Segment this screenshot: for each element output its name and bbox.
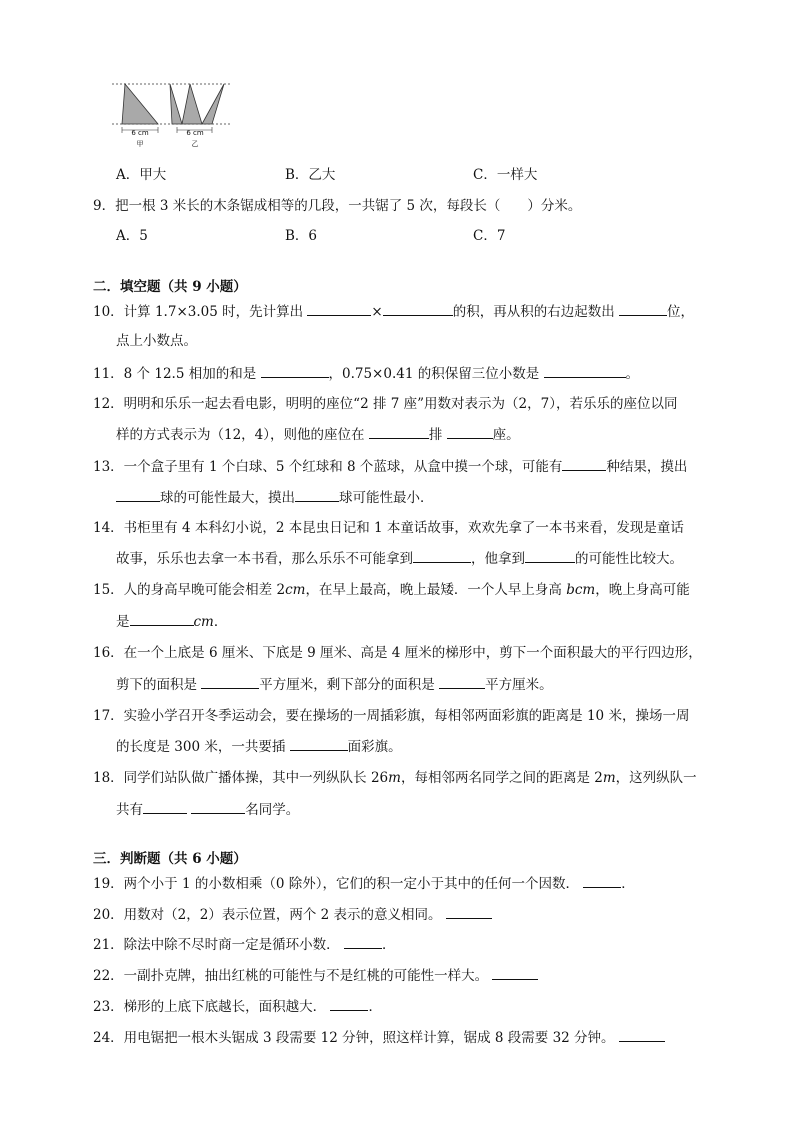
- q12-line2: [116, 424, 520, 445]
- q11-blank-1[interactable]: [261, 363, 329, 378]
- q18-blank-1[interactable]: [143, 799, 187, 814]
- q8-option-a[interactable]: A．甲大: [116, 167, 167, 183]
- q21-period: ．: [381, 937, 396, 953]
- q24-blank[interactable]: [619, 1027, 665, 1042]
- q15-unit-2: bcm: [566, 582, 596, 598]
- q19-line: [93, 873, 635, 894]
- q21-line: [93, 934, 395, 955]
- figure-label-b-dim: 6 cm: [186, 129, 204, 137]
- q14-blank-2[interactable]: [525, 548, 575, 563]
- q10-text-d: 位，: [667, 304, 695, 320]
- q13-blank-1[interactable]: [562, 456, 606, 471]
- q12-line1: 12．明明和乐乐一起去看电影，明明的座位“2 排 7 座”用数对表示为（2，7），若乐乐的座位以同: [93, 396, 678, 412]
- q14-text-b: ，他拿到: [471, 551, 525, 567]
- q12-blank-2[interactable]: [447, 424, 493, 439]
- q18-text-c: ，这列纵队一: [615, 770, 697, 786]
- q17-text-b: 面彩旗。: [347, 739, 402, 755]
- q18-text-e: 名同学。: [245, 802, 300, 818]
- q10-blank-2[interactable]: [383, 301, 453, 316]
- q19-text: 19．两个小于 1 的小数相乘（0 除外），它们的积一定小于其中的任何一个因数．: [93, 876, 579, 892]
- q17-line1: 17．实验小学召开冬季运动会，要在操场的一周插彩旗，每相邻两面彩旗的距离是 10 米，操场一周: [93, 708, 690, 724]
- q10-line1: [93, 301, 694, 322]
- q18-unit-2: m: [602, 770, 616, 786]
- q11-text-c: 。: [625, 366, 640, 382]
- q16-line2: [116, 674, 553, 695]
- q18-text-a: 18．同学们站队做广播体操，其中一列纵队长 26: [93, 770, 389, 786]
- q16-text-c: 平方厘米。: [485, 677, 553, 693]
- q15-text-d: 是: [116, 614, 130, 630]
- q23-text: 23．梯形的上底下底越长，面积越大．: [93, 999, 327, 1015]
- q17-text-a: 的长度是 300 米，一共要插: [116, 739, 286, 755]
- q14-text-c: 的可能性比较大。: [575, 551, 683, 567]
- triangle-jia: [122, 84, 158, 124]
- q11-blank-2[interactable]: [544, 363, 626, 378]
- q19-period: ．: [621, 876, 635, 892]
- q13-line1: [93, 456, 687, 477]
- q24-line: [93, 1027, 665, 1048]
- q19-blank[interactable]: [583, 873, 621, 888]
- q15-unit-3: cm: [193, 614, 214, 630]
- q14-text-a: 故事，乐乐也去拿一本书看，那么乐乐不可能拿到: [116, 551, 413, 567]
- figure-label-a-name: 甲: [136, 140, 144, 148]
- q20-text: 20．用数对（2，2）表示位置，两个 2 表示的意义相同。: [93, 907, 442, 923]
- q23-period: ．: [368, 999, 382, 1015]
- q13-line2: [116, 487, 434, 508]
- section-fill-in-heading: 二．填空题（共 9 小题）: [93, 279, 247, 295]
- q12-blank-1[interactable]: [369, 424, 429, 439]
- q9-stem: 9．把一根 3 米长的木条锯成相等的几段，一共锯了 5 次，每段长（ ）分米。: [93, 198, 582, 214]
- q12-text-b: 排: [428, 427, 443, 443]
- q9-option-b[interactable]: B．6: [285, 228, 318, 244]
- q13-text-d: 球可能性最小．: [339, 490, 434, 506]
- q15-text-c: ，晚上身高可能: [595, 582, 690, 598]
- q18-line1: [93, 768, 697, 788]
- q11-text-a: 11．8 个 12.5 相加的和是: [93, 366, 257, 382]
- q24-text: 24．用电锯把一根木头锯成 3 段需要 12 分钟，照这样计算，锯成 8 段需要 32 分钟。: [93, 1030, 615, 1046]
- section-judgment-heading: 三．判断题（共 6 小题）: [93, 851, 247, 867]
- q10-blank-3[interactable]: [619, 301, 667, 316]
- q15-unit-1: cm: [285, 582, 306, 598]
- q23-blank[interactable]: [330, 996, 368, 1011]
- q10-blank-1[interactable]: [307, 301, 371, 316]
- q16-blank-2[interactable]: [439, 674, 485, 689]
- q21-text: 21．除法中除不尽时商一定是循环小数．: [93, 937, 340, 953]
- q12-text-a: 样的方式表示为（12，4），则他的座位在: [116, 427, 365, 443]
- q22-text: 22．一副扑克牌，抽出红桃的可能性与不是红桃的可能性一样大。: [93, 968, 489, 984]
- q20-blank[interactable]: [446, 904, 492, 919]
- q10-text-c: 的积，再从积的右边起数出: [452, 304, 615, 320]
- figure-label-a-dim: 6 cm: [131, 129, 149, 137]
- q13-blank-2[interactable]: [116, 487, 160, 502]
- triangle-yi-mid: [182, 84, 202, 124]
- q15-blank-1[interactable]: [130, 611, 194, 626]
- triangle-yi-right: [202, 84, 224, 124]
- q8-option-b[interactable]: B．乙大: [285, 167, 336, 183]
- q14-line1: 14．书柜里有 4 本科幻小说，2 本昆虫日记和 1 本童话故事，欢欢先拿了一本书来看，发现是童话: [93, 520, 684, 536]
- q10-line2: 点上小数点。: [116, 333, 197, 349]
- q18-text-b: ，每相邻两名同学之间的距离是 2: [400, 770, 603, 786]
- q15-text-b: ，在早上最高，晚上最矮．一个人早上身高: [305, 582, 567, 598]
- q11-text-b: ，0.75×0.41 的积保留三位小数是: [328, 366, 540, 382]
- q16-text-a: 剪下的面积是: [116, 677, 197, 693]
- q15-line1: [93, 580, 690, 600]
- q15-text-a: 15．人的身高早晚可能会相差 2: [93, 582, 286, 598]
- q16-text-b: 平方厘米，剩下部分的面积是: [259, 677, 435, 693]
- q18-text-d: 共有: [116, 802, 143, 818]
- q8-option-c[interactable]: C．一样大: [473, 167, 538, 183]
- figure-label-b-name: 乙: [191, 140, 199, 148]
- q13-text-c: 球的可能性最大，摸出: [160, 490, 295, 506]
- q9-option-c[interactable]: C．7: [473, 228, 506, 244]
- q15-line2: [116, 611, 227, 632]
- q15-text-e: ．: [213, 614, 228, 630]
- q21-blank[interactable]: [344, 934, 382, 949]
- q12-text-c: 座。: [492, 427, 520, 443]
- q17-blank-1[interactable]: [290, 736, 348, 751]
- q16-blank-1[interactable]: [201, 674, 259, 689]
- q10-text-b: ×: [371, 304, 383, 320]
- q13-text-b: 种结果，摸出: [606, 459, 688, 475]
- q18-unit-1: m: [388, 770, 401, 786]
- q11-line: [93, 363, 639, 384]
- q13-blank-3[interactable]: [295, 487, 339, 502]
- q9-option-a[interactable]: A．5: [116, 228, 148, 244]
- q23-line: [93, 996, 382, 1017]
- q22-line: [93, 965, 538, 986]
- q14-blank-1[interactable]: [413, 548, 471, 563]
- q22-blank[interactable]: [492, 965, 538, 980]
- q20-line: [93, 904, 492, 925]
- triangle-comparison-figure: [110, 76, 240, 154]
- triangle-yi-left: [170, 84, 182, 124]
- q18-blank-2[interactable]: [191, 799, 245, 814]
- q14-line2: [116, 548, 683, 569]
- q18-line2: [116, 799, 299, 820]
- q10-text-a: 10．计算 1.7×3.05 时，先计算出: [93, 304, 304, 320]
- q16-line1: 16．在一个上底是 6 厘米、下底是 9 厘米、高是 4 厘米的梯形中，剪下一个面积最大的平行四边形，: [93, 645, 702, 661]
- q13-text-a: 13．一个盒子里有 1 个白球、5 个红球和 8 个蓝球，从盒中摸一个球，可能有: [93, 459, 563, 475]
- q17-line2: [116, 736, 402, 757]
